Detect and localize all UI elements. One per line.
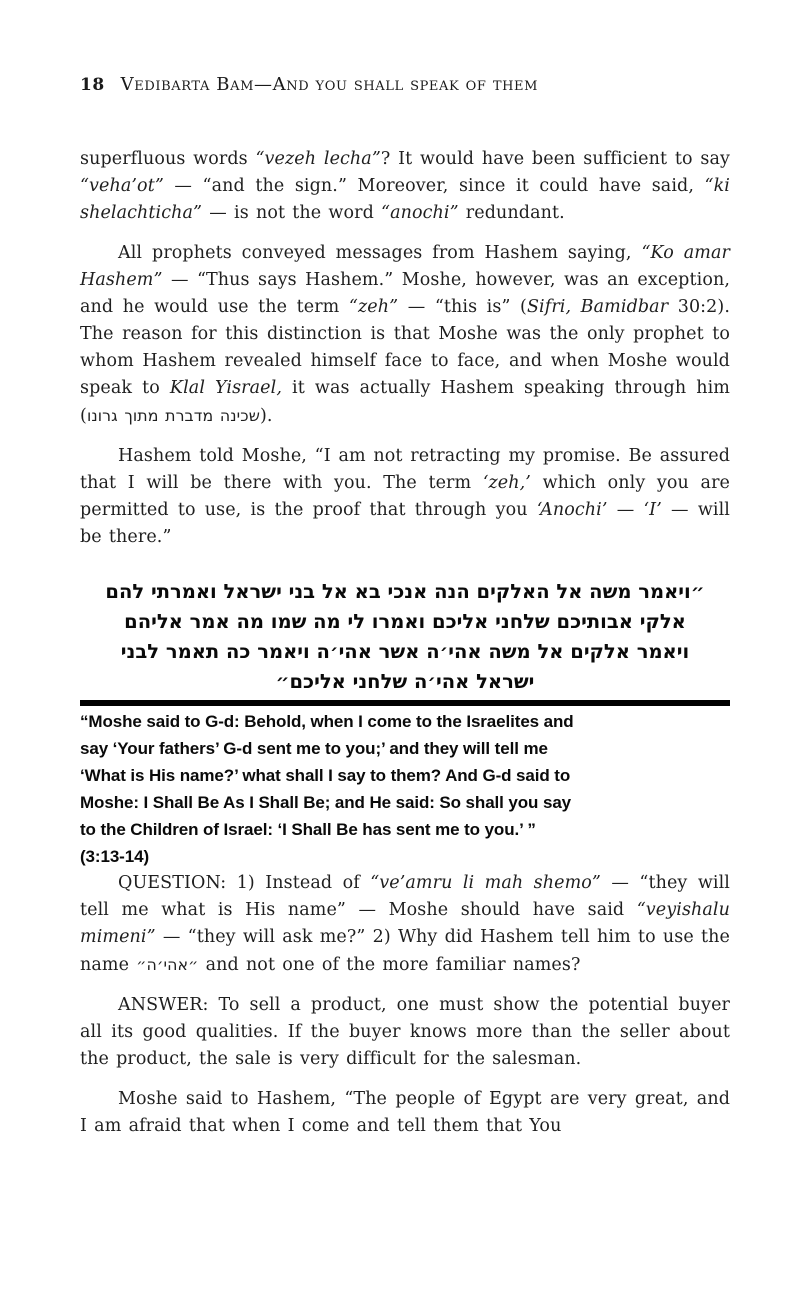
text-segment: “vezeh lecha” xyxy=(255,149,381,169)
text-segment: ‘zeh,’ xyxy=(482,473,531,493)
text-segment: Sifri, Bamidbar xyxy=(526,297,669,317)
text-line: ‘What is His name?’ what shall I say to them? And G-d said to xyxy=(80,766,571,785)
text-segment: it was actually Hashem speaking through him ( xyxy=(80,378,730,426)
text-segment: — “they will tell me what is His name” — Moshe should have said xyxy=(80,873,730,920)
text-segment: ANSWER: To sell a product, one must show the potential buyer all its good qualities. If the buyer knows more than the seller about the product, the sale is very difficult for the salesman. xyxy=(80,995,730,1069)
text-segment: “veyishalu mimeni” xyxy=(80,900,730,947)
divider-rule xyxy=(80,700,730,706)
text-segment: — “and the sign.” Moreover, since it could have said, xyxy=(163,176,705,196)
text-segment: ‘I’ xyxy=(643,500,662,520)
text-line: “Moshe said to G-d: Behold, when I come to the Israelites and xyxy=(80,712,574,731)
text-segment: and not one of the more familiar names? xyxy=(198,955,581,975)
text-line: say ‘Your fathers’ G-d sent me to you;’ and they will tell me xyxy=(80,739,548,758)
text-line: ישראל אהי׳ה שלחני אליכם״ xyxy=(275,670,535,693)
paragraph-hashem-told-moshe xyxy=(80,443,730,551)
text-segment: ״אהי׳ה״ xyxy=(136,955,199,974)
text-segment: Moshe said to Hashem, “The people of Egypt are very great, and I am afraid that when I come and tell them that You xyxy=(80,1089,730,1136)
text-segment: 30:2). The reason for this distinction is that Moshe was the only prophet to whom Hashem revealed himself face to face, and when Moshe would speak to xyxy=(80,297,731,398)
text-line: Moshe: I Shall Be As I Shall Be; and He said: So shall you say xyxy=(80,793,572,812)
text-line: ויאמר אלקים אל משה אהי׳ה אשר אהי׳ה ויאמר כה תאמר לבני xyxy=(120,640,690,663)
text-segment: — “this is” ( xyxy=(398,297,527,317)
text-segment: — will be there.” xyxy=(80,500,730,547)
text-segment: “veha’ot” xyxy=(80,176,164,196)
text-segment: superfluous words xyxy=(80,149,256,169)
text-segment: which only you are permitted to use, is the proof that through you xyxy=(80,473,730,520)
paragraph-answer xyxy=(80,992,730,1073)
text-segment: שכינה מדברת מתוך גרונו xyxy=(86,406,260,425)
text-segment: “Ko amar Hashem” xyxy=(80,243,730,290)
text-segment: “zeh” xyxy=(348,297,399,317)
text-segment: — “they will ask me?” 2) Why did Hashem tell him to use the name xyxy=(80,927,730,975)
paragraph-prophets xyxy=(80,240,730,430)
text-line: ״ויאמר משה אל האלקים הנה אנכי בא אל בני ישראל ואמרתי להם xyxy=(105,580,705,603)
text-segment: “ki shelachticha” xyxy=(80,176,730,223)
text-segment: “ve’amru li mah shemo” xyxy=(370,873,601,893)
text-segment: ? It would have been sufficient to say xyxy=(380,149,730,169)
paragraph-question xyxy=(80,870,730,979)
text-line: אלקי אבותיכם שלחני אליכם ואמרו לי מה שמו מה אמר אליהם xyxy=(124,610,686,633)
text-segment: — is not the word xyxy=(202,203,382,223)
text-segment: All prophets conveyed messages from Hashem saying, xyxy=(118,243,642,263)
text-segment: ). xyxy=(259,406,273,426)
text-line: (3:13-14) xyxy=(80,847,150,866)
hebrew-verse xyxy=(80,577,730,697)
paragraph-closing xyxy=(80,1086,730,1140)
text-segment: QUESTION: 1) Instead of xyxy=(118,873,371,893)
page-content xyxy=(80,0,730,1153)
text-segment: ‘Anochi’ xyxy=(536,500,608,520)
paragraph-continuation xyxy=(80,146,730,227)
text-segment: Klal Yisrael, xyxy=(169,378,282,398)
text-segment: Hashem told Moshe, “I am not retracting my promise. Be assured that I will be there with you. The term xyxy=(80,446,730,493)
text-segment: redundant. xyxy=(458,203,565,223)
running-header xyxy=(80,74,730,96)
verse-translation xyxy=(80,708,730,870)
text-segment: “anochi” xyxy=(381,203,459,223)
text-segment: — xyxy=(607,500,644,520)
page-number: 18 xyxy=(80,75,105,95)
book-title: Vedibarta Bam—And you shall speak of them xyxy=(120,74,539,95)
text-line: to the Children of Israel: ‘I Shall Be has sent me to you.’ ” xyxy=(80,820,536,839)
text-segment: — “Thus says Hashem.” Moshe, however, was an exception, and he would use the term xyxy=(80,270,730,317)
